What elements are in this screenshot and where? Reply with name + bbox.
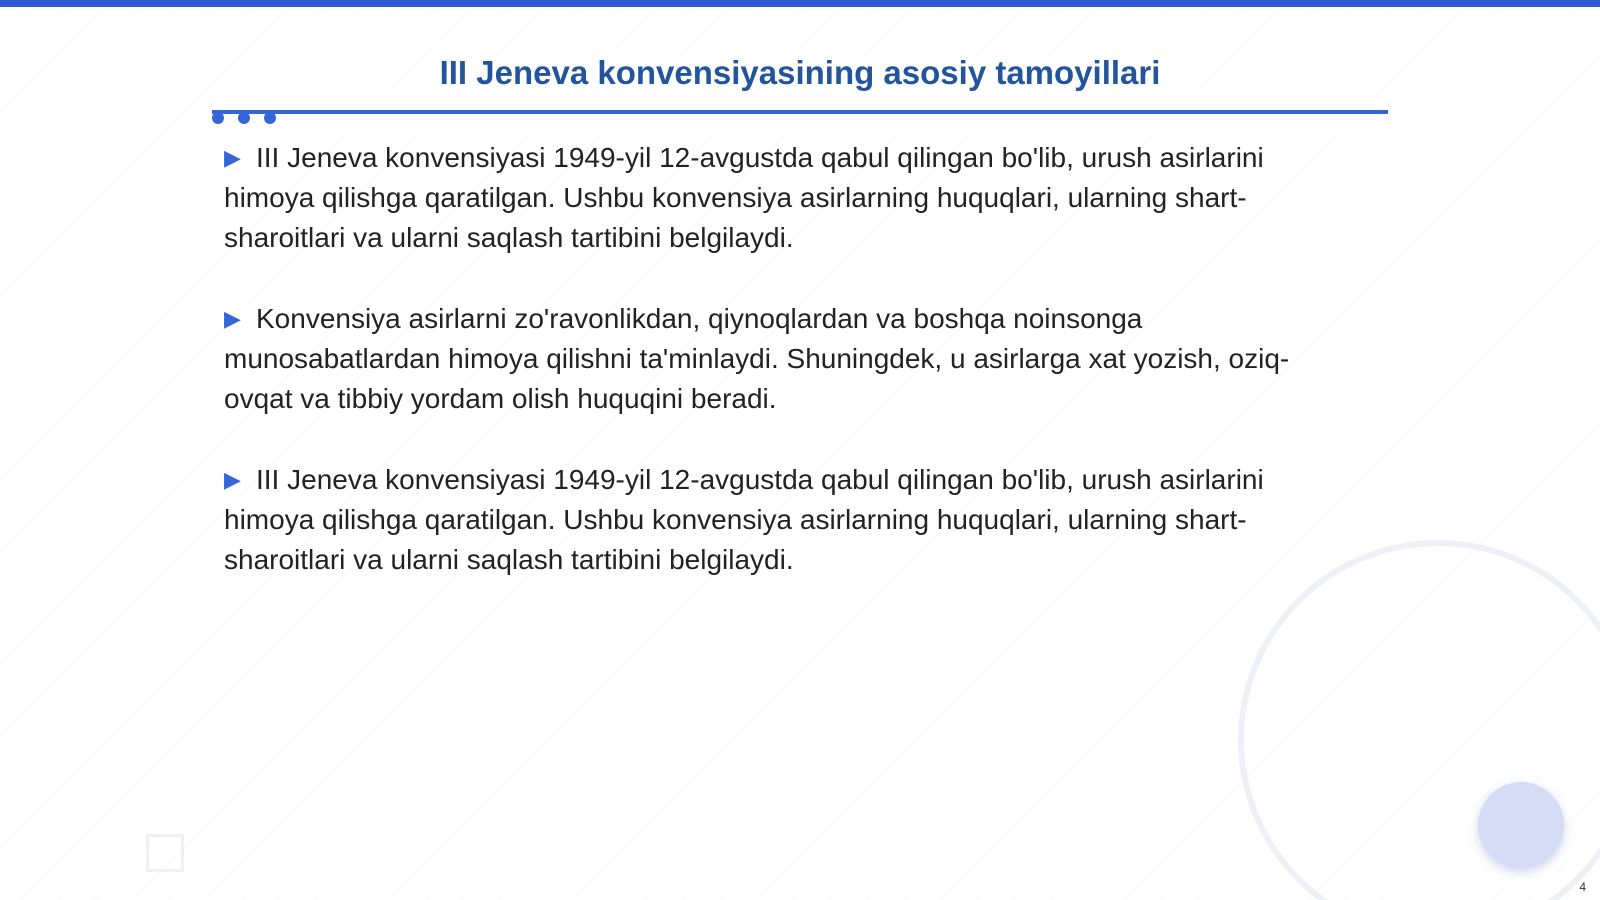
triangle-bullet-icon: ▶ xyxy=(224,467,241,492)
decorative-circle xyxy=(1478,782,1564,868)
decorative-dot xyxy=(238,112,250,124)
triangle-bullet-icon: ▶ xyxy=(224,306,241,331)
bullet-paragraph xyxy=(224,460,1354,580)
decorative-dots xyxy=(212,112,282,126)
title-underline xyxy=(212,110,1388,114)
decorative-dot xyxy=(212,112,224,124)
paragraph-text: III Jeneva konvensiyasi 1949-yil 12-avgustda qabul qilingan bo'lib, urush asirlarini himoya qilishga qaratilgan. Ushbu konvensiya asirlarning huquqlari, ularning shart-sharoitlari va ularni saqlash tartibini belgilaydi. xyxy=(224,142,1264,253)
paragraph-text: III Jeneva konvensiyasi 1949-yil 12-avgustda qabul qilingan bo'lib, urush asirlarini himoya qilishga qaratilgan. Ushbu konvensiya asirlarning huquqlari, ularning shart-sharoitlari va ularni saqlash tartibini belgilaydi. xyxy=(224,464,1264,575)
top-accent-bar xyxy=(0,0,1600,7)
slide-title: III Jeneva konvensiyasining asosiy tamoyillari xyxy=(439,54,1161,91)
bullet-paragraph xyxy=(224,299,1354,419)
decorative-square xyxy=(146,834,184,872)
decorative-dot xyxy=(264,112,276,124)
bullet-paragraph xyxy=(224,138,1354,258)
bullet-list xyxy=(224,138,1354,621)
page-number: 4 xyxy=(1579,880,1586,894)
triangle-bullet-icon: ▶ xyxy=(224,145,241,170)
paragraph-text: Konvensiya asirlarni zo'ravonlikdan, qiynoqlardan va boshqa noinsonga munosabatlardan himoya qilishni ta'minlaydi. Shuningdek, u asirlarga xat yozish, oziq-ovqat va tibbiy yordam olish huquqini beradi. xyxy=(224,303,1290,414)
